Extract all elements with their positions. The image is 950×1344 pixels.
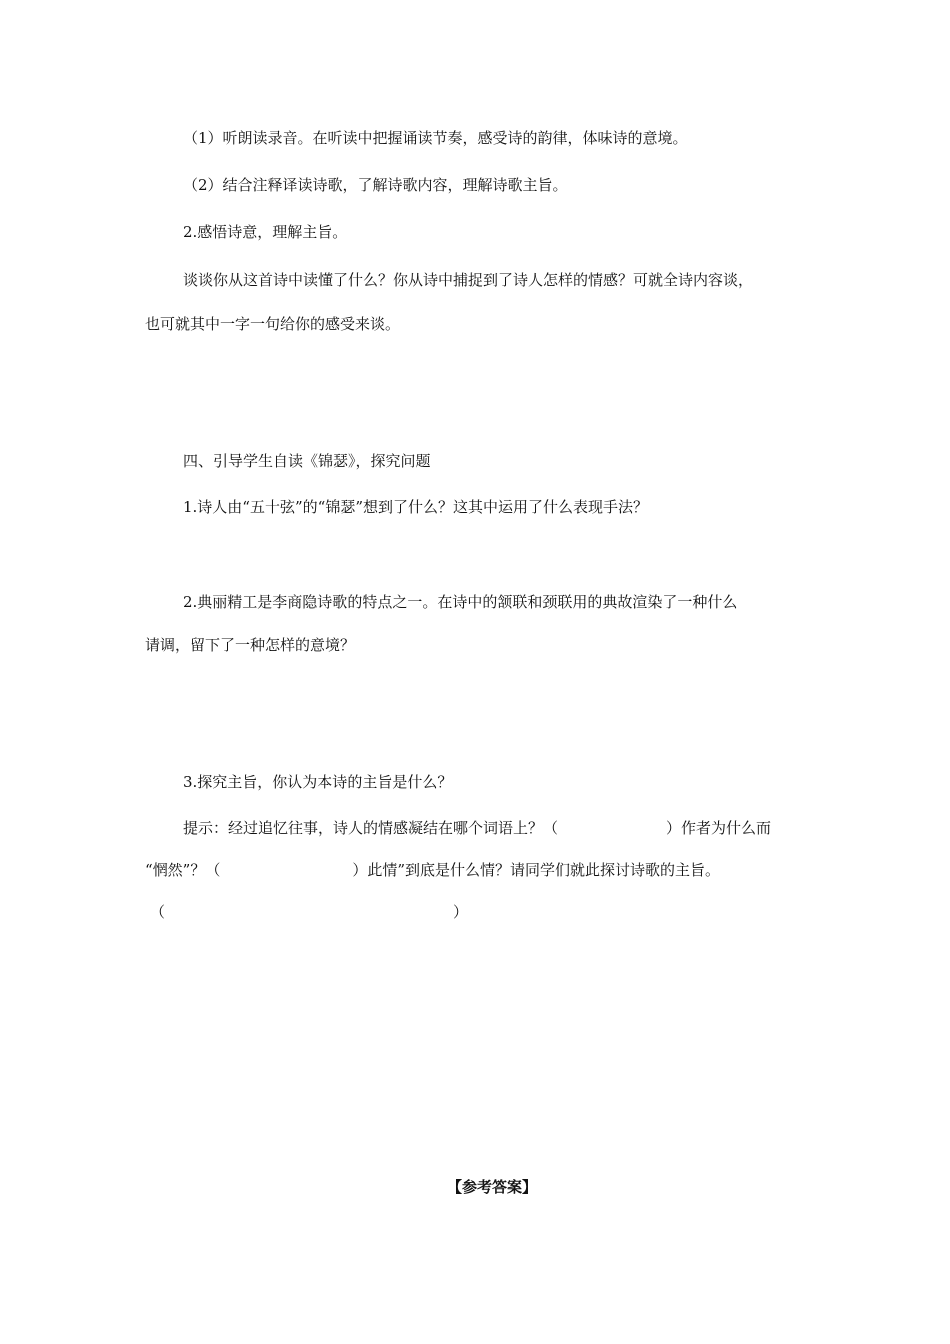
question-2-line-1: 2.典丽精工是李商隐诗歌的特点之一。在诗中的颔联和颈联用的典故渲染了一种什么 <box>183 593 738 611</box>
step-2-translate: （2）结合注释译读诗歌，了解诗歌内容，理解诗歌主旨。 <box>183 176 568 194</box>
discussion-prompt-line-2: 也可就其中一字一句给你的感受来谈。 <box>145 315 401 333</box>
discussion-prompt-line-1: 谈谈你从这首诗中读懂了什么？你从诗中捕捉到了诗人怎样的情感？可就全诗内容谈， <box>183 271 754 289</box>
hint-line-2-end: ）此情”到底是什么情？请同学们就此探讨诗歌的主旨。 <box>352 861 721 879</box>
section-4-heading: 四、引导学生自读《锦瑟》，探究问题 <box>183 452 431 470</box>
hint-line-3-start: （ <box>150 903 166 921</box>
hint-line-1-end: ）作者为什么而 <box>666 819 772 837</box>
hint-line-2-start: “惘然”？（ <box>145 861 221 879</box>
hint-line-2 <box>145 860 720 880</box>
hint-line-3-end: ） <box>453 903 469 921</box>
question-3: 3.探究主旨，你认为本诗的主旨是什么？ <box>183 773 453 791</box>
step-1-listen: （1）听朗读录音。在听读中把握诵读节奏，感受诗的韵律，体味诗的意境。 <box>183 129 688 147</box>
question-1: 1.诗人由“五十弦”的“锦瑟”想到了什么？这其中运用了什么表现手法？ <box>183 498 648 516</box>
hint-line-1-start: 提示：经过追忆往事，诗人的情感凝结在哪个词语上？（ <box>183 819 559 837</box>
question-2-line-2: 请调，留下了一种怎样的意境？ <box>145 636 356 654</box>
hint-line-3 <box>150 902 468 922</box>
section-2-heading: 2.感悟诗意，理解主旨。 <box>183 223 348 241</box>
hint-line-1 <box>183 818 771 838</box>
answer-heading: 【参考答案】 <box>447 1178 538 1196</box>
